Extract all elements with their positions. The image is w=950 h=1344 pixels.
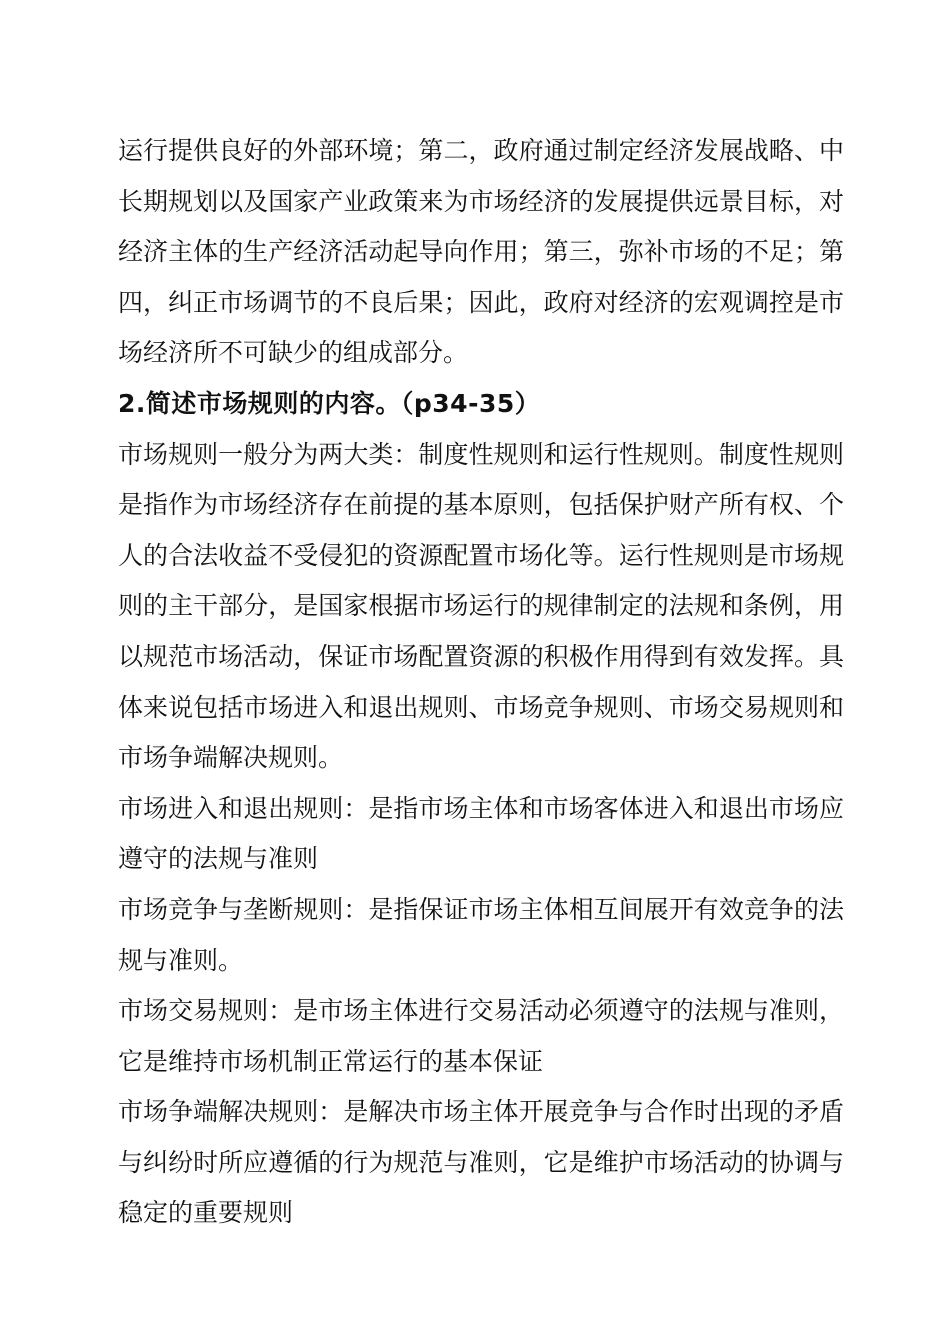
paragraph-dispute-rules: 市场争端解决规则：是解决市场主体开展竞争与合作时出现的矛盾与纠纷时所应遵循的行为规范与准则，它是维护市场活动的协调与稳定的重要规则 bbox=[118, 1097, 844, 1228]
paragraph-competition-rules: 市场竞争与垄断规则：是指保证市场主体相互间展开有效竞争的法规与准则。 bbox=[118, 894, 844, 975]
paragraph-macro-control-conclusion: 运行提供良好的外部环境；第二，政府通过制定经济发展战略、中长期规划以及国家产业政策来为市场经济的发展提供远景目标，对经济主体的生产经济活动起导向作用；第三，弥补市场的不足；第四，纠正市场调节的不良后果；因此，政府对经济的宏观调控是市场经济所不可缺少的组成部分。 bbox=[118, 136, 844, 368]
paragraph-trading-rules: 市场交易规则：是市场主体进行交易活动必须遵守的法规与准则，它是维持市场机制正常运行的基本保证 bbox=[118, 996, 844, 1076]
paragraph-entry-exit-rules: 市场进入和退出规则：是指市场主体和市场客体进入和退出市场应遵守的法规与准则 bbox=[118, 793, 844, 874]
question-heading: 2.简述市场规则的内容。（p34-35） bbox=[118, 388, 541, 418]
paragraph-market-rules-overview: 市场规则一般分为两大类：制度性规则和运行性规则。制度性规则是指作为市场经济存在前提的基本原则，包括保护财产所有权、个人的合法收益不受侵犯的资源配置市场化等。运行性规则是市场规则的主干部分，是国家根据市场运行的规律制定的法规和条例，用以规范市场活动，保证市场配置资源的积极作用得到有效发挥。具体来说包括市场进入和退出规则、市场竞争规则、市场交易规则和市场争端解决规则。 bbox=[118, 439, 844, 773]
document-body bbox=[118, 126, 844, 1239]
